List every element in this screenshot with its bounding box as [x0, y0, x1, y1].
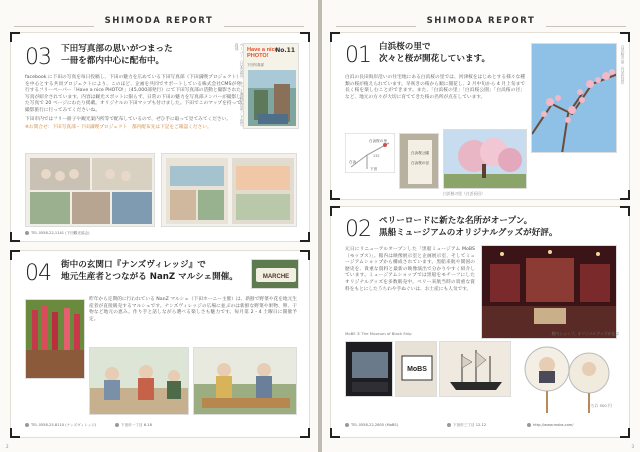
collage-photo-right — [161, 153, 297, 227]
title-line-1: 白浜桜の里で — [379, 42, 431, 52]
contact-tel: TEL 0558-22-1141 (下田観光協会) — [25, 231, 90, 236]
section-title — [379, 215, 619, 239]
title-line-1: ペリーロードに新たな名所がオープン。 — [379, 216, 533, 226]
vegetable-photo — [25, 299, 85, 379]
section-number: 03 — [25, 45, 51, 70]
header-rule-left — [336, 26, 416, 27]
map-route-number: 135 — [373, 154, 380, 158]
title-line-2: 地元生産者とつながる NanZ マルシェ開催。 — [61, 272, 238, 282]
fan-price-caption: うちわ 500 円 — [587, 403, 612, 408]
title-line-1: 下田写真部の思いがつまった — [61, 44, 173, 54]
cherry-blossom-photo — [531, 43, 617, 153]
header-title: SHIMODA REPORT — [426, 16, 536, 26]
contact-tel: TEL 0558-25-8110 (ナンズヴィレッジ) — [25, 423, 96, 428]
globe-icon — [527, 423, 531, 427]
phone-icon — [25, 423, 29, 427]
section-01-card — [330, 32, 630, 200]
market-photo-2 — [193, 347, 297, 415]
map-label-sakura: 白浜桜の里 — [369, 139, 387, 143]
section-02-card — [330, 206, 630, 438]
sign-text-2: 白浜桜の径 — [411, 161, 429, 165]
black-ship-photo — [439, 341, 511, 397]
section-number: 01 — [345, 43, 371, 68]
museum-screen-photo — [345, 341, 393, 397]
section-number: 04 — [25, 261, 51, 286]
header-rule-right — [224, 26, 304, 27]
section-body: 昨年から定期的に行われている NanZ マルシェ（下田ホーニー主催）は、新鮮で野菜や花を地元生産者が直接販売するマルシェです。ナンズヴィレッジの広場に並ぶのは新鮮な野菜や果物、卵、干物など地元の恵み。作り手と話しながら選べる楽しさも魅力です。毎月第 2・4 土曜日に開催予定。 — [89, 297, 297, 322]
section-04-card — [10, 250, 310, 438]
title-line-2: 一冊を都内中心に配布中。 — [61, 56, 165, 66]
section-body — [25, 75, 241, 132]
side-caption: 白浜桜の里（白浜長田） — [621, 45, 626, 87]
body-text: facebook に下田の写真を毎日投稿し、下田の魅力を広めている下田写真部（下田満喫プロジェクト）を中心とする共同プロジェクトにより、このほど、企画を共同でサポートしている株式会社CMSが発行するフリーペーパー「Have a nice PHOTO!」（45,000部発行）にて下田写真部の活動と撮影された写真が紹介されています。内容は観光スポットに限らず、日常の下田の魅力を写真部メンバーが撮影した写真で 20 ページにわたり掲載。オリジナルの下田マップも付けました。下田でこのマップを持って撮影旅行に行ってみてくださいね。 — [25, 75, 241, 113]
location-icon — [115, 423, 119, 427]
contact-address: 下田市三丁目 12-12 — [447, 423, 486, 428]
caption-en: MoBS ② The Museum of Black Ship — [345, 331, 412, 336]
shop-caption: 館内ショップ。オリジナルグッズが並ぶ — [551, 331, 619, 336]
map-label-shimoda: 下田 — [370, 167, 378, 171]
marche-sign-image — [251, 259, 299, 289]
section-body: 白浜の長田海岸沿いの住宅地にある白浜桜の里では、河津桜をはじめとする様々な種類の桜が植えられています。早咲きの桜から順に開花し、2 月中旬から 4 月上旬まで長く桜を楽しむことができます。また、「白浜桜の里」「白浜桜公園」「白浜桜の径」など、地元の方々が大切に育ててきた桜の名所が点在しています。 — [345, 75, 525, 100]
market-photo-1 — [89, 347, 189, 415]
route-map — [345, 133, 395, 173]
section-number: 02 — [345, 217, 371, 242]
section-title — [379, 41, 539, 65]
museum-logo-photo — [395, 341, 437, 397]
header-title: SHIMODA REPORT — [104, 16, 214, 26]
title-line-1: 街中の玄関口『ナンズヴィレッジ』で — [61, 260, 206, 270]
section-body: 元日にリニューアルオープンした「黒船ミュージアム MoBS（モッブス）」。館内は映像展示室と企画展示室、そしてミュージアムショップから構成されています。黒船来航や開国の歴史を、貴重な資料と最新の映像演出で分かりやすく紹介しています。ミュージアムショップでは黒船をモチーフにしたオリジナルグッズを多数販売中。ペリー来航当時の貴重な資料をもとにしたうちわや手ぬぐいは、お土産にも人気です。 — [345, 247, 475, 292]
page-number: 2 — [6, 444, 9, 449]
page-header — [322, 8, 640, 24]
sign-text-1: 白浜桜公園 — [411, 151, 429, 155]
magazine-cover-image — [243, 43, 299, 129]
body-text-2: 下田市内ではフリー冊子や観光案内所等で配布しているので、ぜひ手に取って見てみてください。 — [25, 116, 231, 122]
collage-photo-left — [25, 153, 155, 227]
cover-issue: No.11 — [275, 47, 295, 54]
cherry-tree-photo — [443, 129, 527, 189]
sign-photo — [399, 133, 439, 189]
header-rule-right — [546, 26, 626, 27]
section-title — [61, 259, 251, 283]
cover-sub: 下田写真部 — [247, 63, 264, 67]
page-number: 3 — [631, 444, 634, 449]
section-title — [61, 43, 231, 67]
website-link[interactable]: http://www.mobs.com/ — [527, 423, 574, 427]
side-note: ペーパー〈日本発見〉ネット連載配信中／下田写真部 — [235, 43, 245, 127]
title-line-2: 次々と桜が開花しています。 — [379, 54, 491, 64]
phone-icon — [345, 423, 349, 427]
contact-tel: TEL 0558-22-2805 (MoBS) — [345, 423, 398, 427]
photo-caption: 白浜桜の里（白浜長田） — [443, 191, 485, 196]
phone-icon — [25, 231, 29, 235]
body-note: ※お問合せ：下田写真部・下田満喫プロジェクト 都内配布先は下記をご確認ください。 — [25, 125, 212, 131]
right-page — [322, 0, 640, 452]
page-header — [0, 8, 318, 24]
header-rule-left — [14, 26, 94, 27]
cover-title: Have a nice PHOTO! — [247, 47, 278, 59]
location-icon — [447, 423, 451, 427]
section-03-card — [10, 32, 310, 242]
marche-sign-text: MARCHE — [262, 274, 290, 280]
title-line-2: 黒船ミュージアムのオリジナルグッズが好評。 — [379, 228, 558, 238]
contact-address: 下田市一丁目 6-18 — [115, 423, 152, 428]
cover-photo — [244, 70, 299, 129]
map-label-shirahama: 白浜 — [349, 160, 357, 164]
svg-text:MoBS: MoBS — [407, 366, 427, 373]
left-page — [0, 0, 318, 452]
museum-interior-photo — [481, 245, 617, 339]
